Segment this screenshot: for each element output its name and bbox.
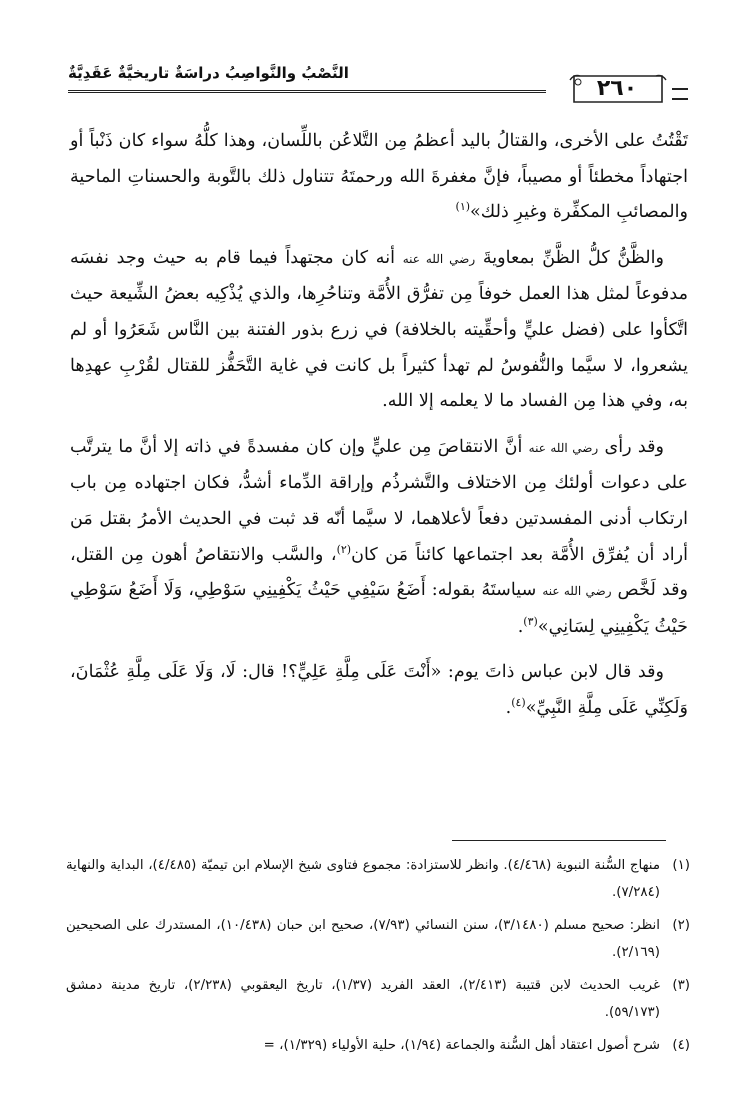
footnotes — [66, 852, 690, 1065]
footnote-item — [66, 912, 690, 966]
paragraph-4: وقد قال لابن عباس ذاتَ يوم: «أَنْتَ عَلَى مِلَّةِ عَلِيٍّ؟! قال: لَا، وَلَا عَلَى مِلَّةِ عُثْمَانَ، وَلَكِنِّي عَلَى مِلَّةِ النَّبِيِّ»$^{(٤)}$. — [70, 662, 688, 718]
footnote-item — [66, 852, 690, 906]
footnote-ref-3[interactable]: (٣) — [523, 614, 538, 628]
running-title: النَّصْبُ والنَّواصِبُ دراسَةٌ تاريخيَّةٌ عَقَدِيَّةٌ — [68, 64, 349, 82]
page-number: ٢٦٠ — [596, 76, 638, 101]
radiya-honorific: رضي الله عنه — [402, 251, 476, 266]
header-rule — [68, 90, 546, 93]
page-number-frame — [568, 72, 686, 106]
paragraph-2: والظَّنُّ كلُّ الظَّنِّ بمعاويةَ رضي الله عنه أنه كان مجتهداً فيما قام به حيث وجد نفسَه مدفوعاً لمثل هذا العمل خوفاً مِن تفرُّق الأُمَّة وتناحُرِها، والذي يُذْكِيه بعضُ الشِّيعة حيث اتَّكأوا على (فضل عليٍّ وأحقِّيته بالخلافة) في زرع بذور الفتنة بين النَّاس شَعَرُوا أو لم يشعروا، لا سيَّما والنُّفوسُ لم تهدأ كثيراً بل كانت في غاية التَّحَفُّز للقتال لقُرْبِ عهدِها به، وفي هذا مِن الفساد ما لا يعلمه إلا الله. — [70, 247, 688, 412]
paragraph-3: وقد رأى رضي الله عنه أنَّ الانتقاصَ مِن عليٍّ وإن كان مفسدةً في ذاته إلا أنَّ ما يترتَّب على دعوات أولئك مِن الاختلاف والتَّشرذُم وإراقة الدِّماء أشدُّ، فكان اجتهاده مِن باب ارتكاب أدنى المفسدتين دفعاً لأعلاهما، لا سيَّما أنّه قد ثبت في الحديث الأمرُ بقتل مَن أراد أن يُفرِّق الأُمَّة بعد اجتماعها كائناً مَن كان$^{(٢)}$، والسَّب والانتقاصُ أهون مِن القتل، وقد لَخَّص رضي الله عنه سياستَهُ بقوله: أَضَعُ سَيْفِي حَيْثُ يَكْفِينِي سَوْطِي، وَلَا أَضَعُ سَوْطِي حَيْثُ يَكْفِينِي لِسَانِي»$^{(٣)}$. — [70, 436, 689, 637]
footnote-ref-4[interactable]: (٤) — [511, 696, 526, 710]
footnote-number: (٣) — [672, 978, 690, 993]
footnote-item — [66, 1032, 690, 1059]
footnote-item — [66, 972, 690, 1026]
footnote-text: منهاج السُّنة النبوية (٤/٤٦٨). وانظر للاستزادة: مجموع فتاوى شيخ الإسلام ابن تيميّة (٤/٤٨٥)، البداية والنهاية (٧/٢٨٤). — [66, 858, 661, 900]
footnote-number: (٢) — [672, 918, 690, 933]
footnote-text: غريب الحديث لابن قتيبة (٢/٤١٣)، العقد الفريد (١/٣٧)، تاريخ اليعقوبي (٢/٢٣٨)، تاريخ مدينة دمشق (٥٩/١٧٣). — [66, 978, 660, 1020]
footnote-ref-2[interactable]: (٢) — [336, 542, 352, 556]
footnote-ref-1[interactable]: (١) — [455, 200, 471, 214]
footnote-separator — [452, 840, 666, 841]
radiya-honorific: رضي الله عنه — [542, 584, 612, 599]
header-double-tick — [672, 88, 688, 100]
page-header — [68, 58, 690, 108]
radiya-honorific: رضي الله عنه — [528, 440, 599, 455]
footnote-text: شرح أصول اعتقاد أهل السُّنة والجماعة (١/٩٤)، حلية الأولياء (١/٣٢٩)، = — [263, 1038, 660, 1053]
footnote-number: (٤) — [672, 1038, 690, 1053]
paragraph-1: تَقْتُتُ على الأخرى، والقتالُ باليد أعظمُ مِن التَّلاعُن باللِّسان، وهذا كلُّهُ سواء كان ذَنْباً أو اجتهاداً مخطئاً أو مصيباً، فإنَّ مغفرةَ الله ورحمتَهُ تتناول ذلك بالتَّوبة والحسناتِ الماحية والمصائبِ المكفِّرة وغيرِ ذلك»$^{(١)}$ — [70, 131, 688, 223]
main-text — [70, 124, 688, 727]
footnote-number: (١) — [672, 858, 690, 873]
footnote-text: انظر: صحيح مسلم (٣/١٤٨٠)، سنن النسائي (٧/٩٣)، صحيح ابن حبان (١٠/٤٣٨)، المستدرك على الصحيحين (٢/١٦٩). — [66, 918, 660, 960]
